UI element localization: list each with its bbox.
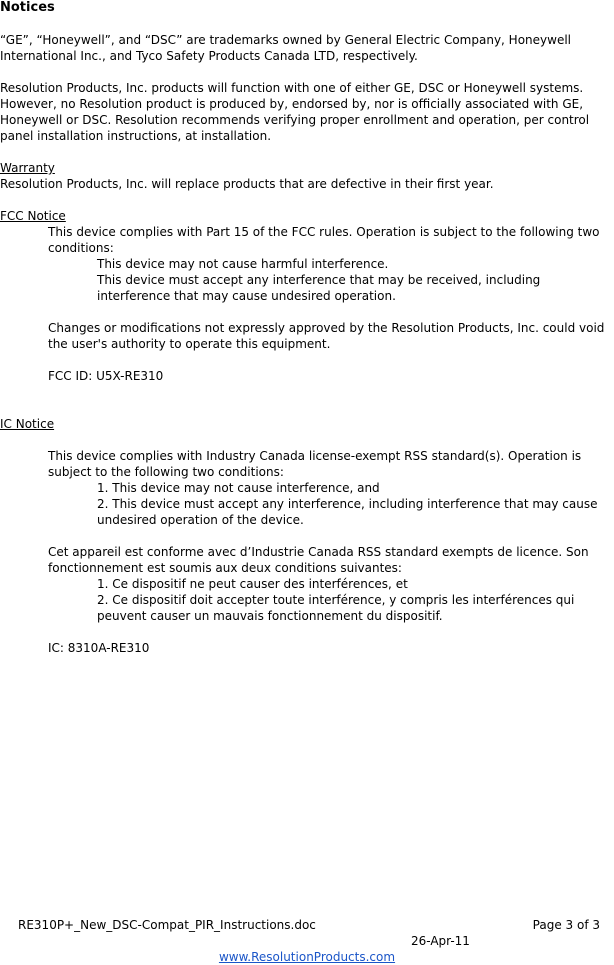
ic-english-condition-2: 2. This device must accept any interference, including interference that may cause undesired operation of the device. xyxy=(97,497,598,527)
fcc-title: FCC Notice xyxy=(0,209,66,223)
fcc-condition-2: This device must accept any interference that may be received, including interference that may cause undesired operation. xyxy=(97,273,541,303)
footer-date: 26-Apr-11 xyxy=(411,934,470,948)
notices-heading: Notices xyxy=(0,0,55,15)
fcc-intro: This device complies with Part 15 of the FCC rules. Operation is subject to the following two conditions: xyxy=(48,225,600,255)
ic-title: IC Notice xyxy=(0,417,55,431)
ic-french-condition-1: 1. Ce dispositif ne peut causer des interférences, et xyxy=(97,577,408,591)
footer-website-link[interactable]: www.ResolutionProducts.com xyxy=(218,950,396,964)
ic-french-condition-2: 2. Ce dispositif doit accepter toute interférence, y compris les interférences qui peuvent causer un mauvais fonctionnement du dispositif. xyxy=(97,593,575,623)
trademark-paragraph: “GE”, “Honeywell”, and “DSC” are trademarks owned by General Electric Company, Honeywell International Inc., and Tyco Safety Products Canada LTD, respectively. xyxy=(0,33,571,63)
warranty-text: Resolution Products, Inc. will replace products that are defective in their first year. xyxy=(0,177,494,191)
warranty-title: Warranty xyxy=(0,161,55,175)
compatibility-paragraph: Resolution Products, Inc. products will function with one of either GE, DSC or Honeywell systems. However, no Resolution product is produced by, endorsed by, nor is officially associated with GE, Honeywell or DSC. Resolution recommends verifying proper enrollment and operation, per control panel installation instructions, at installation. xyxy=(0,81,590,143)
ic-english-condition-1: 1. This device may not cause interference, and xyxy=(97,481,380,495)
footer-document-name: RE310P+_New_DSC-Compat_PIR_Instructions.doc xyxy=(18,918,316,932)
fcc-id: FCC ID: U5X-RE310 xyxy=(48,369,164,383)
ic-french-intro: Cet appareil est conforme avec d’Industrie Canada RSS standard exempts de licence. Son fonctionnement est soumis aux deux conditions suivantes: xyxy=(48,545,589,575)
fcc-condition-1: This device may not cause harmful interference. xyxy=(97,257,389,271)
footer-page-number: Page 3 of 3 xyxy=(532,918,600,932)
fcc-changes: Changes or modifications not expressly approved by the Resolution Products, Inc. could void the user's authority to operate this equipment. xyxy=(48,321,605,351)
ic-id: IC: 8310A-RE310 xyxy=(48,641,150,655)
ic-english-intro: This device complies with Industry Canada license-exempt RSS standard(s). Operation is subject to the following two conditions: xyxy=(48,449,582,479)
